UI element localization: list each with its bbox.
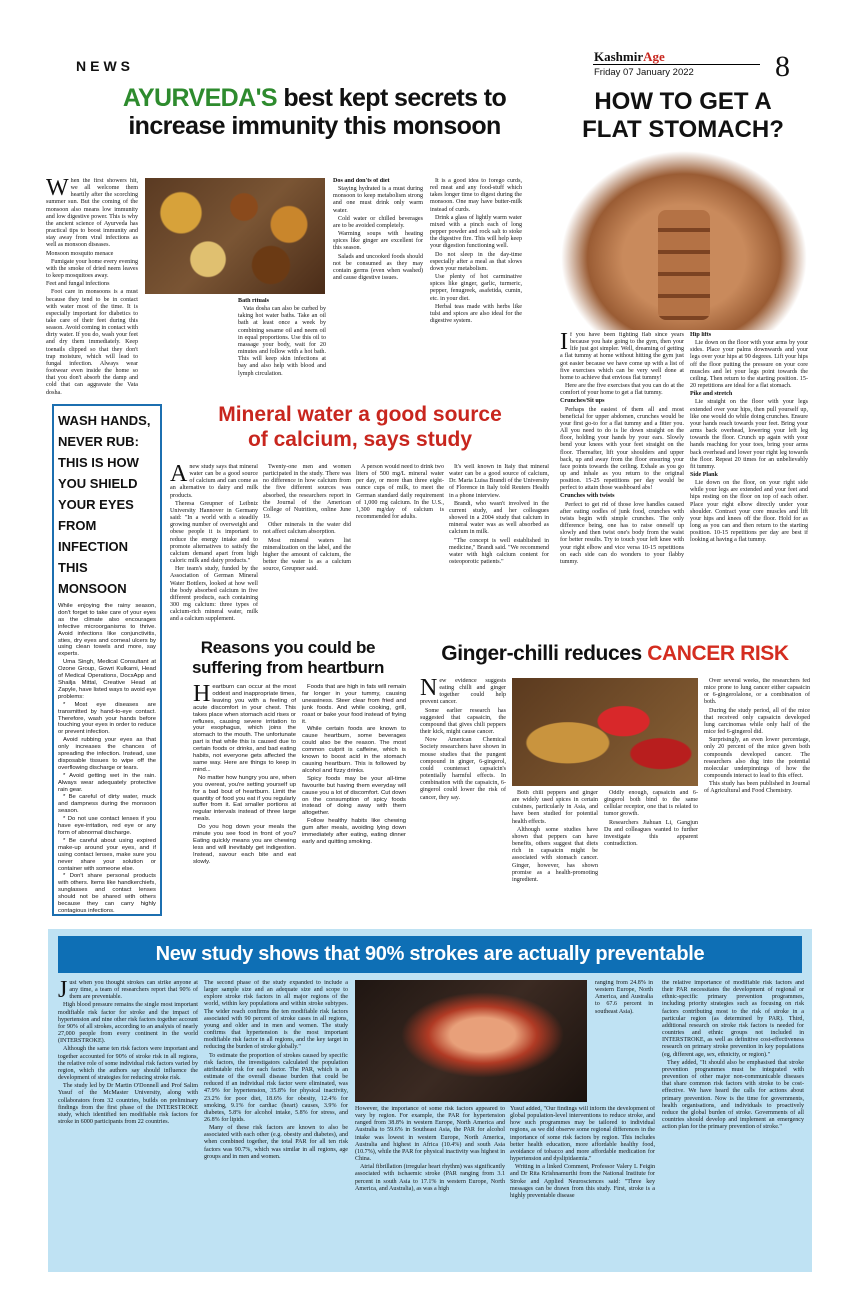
section-label: NEWS <box>76 58 134 74</box>
ginger-col-1: New evidence suggests eating chilli and ginger together could help prevent cancer. Some earlier research has suggested that capsaicin, the compound that gives chili peppers their kick, might cause cancer. Now American Chemical Society researchers have shown in mouse studies that the pungent compound in ginger, 6-gingerol, could counteract capsaicin's potentially harmful effects. In combination with the capsaicin, 6-gingerol could lower the risk of cancer, they say. <box>420 678 506 801</box>
mineral-col-4: It's well known in Italy that mineral water can be a good source of calcium, Dr. Maria Luisa Brandi of the University of Florence in Italy told Reuters Health in a phone interview. Brandi, who wasn't involved in the current study, and her colleagues showed in a 2004 study that calcium in mineral water was as well absorbed as calcium in milk. "The concept is well established in medicine," Brandi said. "We recommend water with high calcium content for osteoporotic patients." <box>449 464 549 566</box>
stroke-col-4a: ranging from 24.8% in western Europe, North America, and Australia to 67.6 percent in southeast Asia). <box>595 980 653 1015</box>
stroke-col-5: the relative importance of modifiable risk factors and their PAR necessitates the development of regional or ethnic-specific primary prevention programmes, including priority strategies such as focusing on risk factors contributing most to the risk of stroke in a particular region (as determined by PAR). Third, additional research on stroke risk factors is needed for countries and ethnic groups not included in INTERSTROKE, as well as definitive cost-effectiveness research on primary stroke prevention in key populations (eg, different age, sex, ethnicity, or region)." They added, "It should also be emphasised that stroke prevention programmes must be integrated with prevention of other major non-communicable diseases that share common risk factors with stroke to be cost-effective. We have heard the calls for actions about primary prevention. Now is the time for governments, health organisations, and individuals to proactively reduce the global burden of stroke. Governments of all countries should develop and implement an emergency action plan for the primary prevention of stroke." <box>662 980 804 1131</box>
ayurveda-col-1: When the first showers hit, we all welcome them heartily after the scorching summer sun. But the coming of the monsoon also means low immunity and low digestive power. This is why the ancient science of Ayurveda has practical tips to boost immunity and stay away from viral infections as well as monsoon diseases. Monsoon mosquito menace Fumigate your home every evening with the smoke of dried neem leaves to keep mosquitoes away. Feet and fungal infections Foot care in monsoons is a must because they tend to be in contact with water most of the time. It is especially important for diabetics to take care of their feet during this season. Avoid coming in contact with dirty water. If you do, wash your feet and dry them immediately. Keep toenails clipped so that they don't trap moisture, which will lead to fungal infection. Always wear footwear even inside the home so that you don't absorb the damp and cold that can aggravate the Vata dosha. <box>46 178 138 396</box>
ayurveda-headline-accent: AYURVEDA'S <box>122 84 277 112</box>
ayurveda-headline-part: best kept secrets to <box>277 84 507 112</box>
muscular-torso-image <box>560 150 808 330</box>
stroke-headline: New study shows that 90% strokes are actually preventable <box>58 936 802 973</box>
wash-hands-box <box>52 404 162 916</box>
brand-name-b: Age <box>643 49 665 64</box>
heartburn-col-1: Heartburn can occur at the most oddest and inappropriate times, leaving you with a feeling of acute discomfort in your chest. This takes place when stomach acid rises or refluxes, causing severe irritation to your esophagus, which joins the stomach to the mouth. The unfortunate part is that while this is caused due to certain foods or drinks, and bad eating habits, not everyone gets affected the same way. Here are things to keep in mind... No matter how hungry you are, when you overeat, you're setting yourself up for a bad bout of heartburn. Limit the quantity of food you eat if you regularly suffer from it. Eat smaller portions at regular intervals instead of three large meals. Do you hog down your meals the minute you see food in front of you? Eating quickly means you are chewing less and will inevitably get indigestion. Instead, savour each bite and eat slowly. <box>193 684 296 865</box>
mineral-col-2: Twenty-one men and women participated in the study. There was no difference in how calcium from the five different sources was absorbed, the researchers report in the Journal of the American College of Nutrition, online June 19. Other minerals in the water did not affect calcium absorption. Most mineral waters list mineralization on the label, and the higher the amount of calcium, the better the water is as a calcium source, Greupner said. <box>263 464 351 573</box>
ginger-col-4: Over several weeks, the researchers fed mice prone to lung cancer either capsaicin or 6-gingerolalone, or a combination of both. During the study period, all of the mice that received only capsaicin developed lung carcinomas while only half of the mice fed 6-gingerol did. Surprisingly, an even lower percentage, only 20 percent of the mice given both compounds developed cancer. The researchers also dug into the potential molecular underpinnings of how the compounds interact to lead to this effect. This study has been published in Journal of Agricultural and Food Chemistry. <box>704 678 810 795</box>
brand-logo <box>594 49 665 65</box>
ginger-chilli-image <box>512 678 698 786</box>
heartburn-col-2: Foods that are high in fats will remain far longer in your tummy, causing uneasiness. Steer clear from fried and junk foods. And while cooking, grill, roast or bake your food instead of frying it. While certain foods are known to cause heartburn, some beverages could also be the reason. The most common culprit is caffeine, which is known to boost acid in the stomach causing heartburn. This is followed by alcohol and fizzy drinks. Spicy foods may be your all-time favourite but having them everyday will cause you a lot of discomfort. Cut down on the consumption of spicy foods instead of doing away with them altogether. Follow healthy habits like chewing gum after meals, avoiding lying down immediately after eating, eating dinner early and quitting smoking. <box>302 684 406 845</box>
ginger-headline: Ginger-chilli reduces CANCER RISK <box>441 642 789 665</box>
mineral-col-1: Anew study says that mineral water can be a good source of calcium and can come as an alternative to dairy and milk products. Theresa Greupner of Leibniz University Hannover in Germany said: "In a world with a steadily growing number of overweight and obese people it is important to reduce the energy intake and to promote alternatives to satisfy the calcium demand apart from high caloric milk and dairy products." Her team's study, funded by the Association of German Mineral Water Bottlers, looked at how well the body absorbed calcium in five different products, each containing 300 mg calcium: three types of calcium-rich mineral water, milk and a calcium supplement. <box>170 464 258 623</box>
brand-name-a: Kashmir <box>594 49 644 64</box>
flat-col-1: If you have been fighting flab since years because you hate going to the gym, then your life just got simpler. Well, dreaming of getting a flat tummy at home without hitting the gym just got easier because we have come up with a list of five exercises which can be very well done at home to achieve that envious flat tummy! Here are the five exercises that you can do at the comfort of your home to get a flat tummy. Crunches/Sit ups Perhaps the easiest of them all and most beneficial for upper abdomen, crunches would be your first go-to for a flat tummy and a fitter you. All you need to do is lie down straight on the floor, holding your hands by your ears. Slowly bend your knees with your feet straight on the floor. Thereafter, lift your shoulders and upper back, up and away from the floor ensuring your face points towards the ceiling. Exhale as you go up and inhale as you return to the original position. 15-25 repetitions per day would be perfect to attain those washboard abs! Crunches with twists Perfect to get rid of those love handles caused after eating oodles of junk food, crunches with twists begin with simple crunches. The only difference being, one has to raise oneself up slowly and then twist one's body from the waist for better results. Try to touch your left knee with your right elbow and vice versa 10-15 repetitions on each side can do wonders to your flabby tummy. <box>560 332 684 565</box>
wash-hands-body: While enjoying the rainy season, don't forget to take care of your eyes as the climate also encourages infective microorganisms to thrive. Avoid infections like conjunctivitis, sties, dry eyes and corneal ulcers by using clean towels and more, say experts. Uma Singh, Medical Consultant at Ozone Group, Gowri Kulkarni, Head of Medical Operations, DocsApp and Shailja Mittal, Creative Head at Zapyle, have listed ways to avoid eye problems: * Most eye diseases are transmitted by hand-to-eye contact. Therefore, wash your hands before touching your eyes in order to reduce or prevent infection. Avoid rubbing your eyes as that only increases the chances of spreading the infection. Instead, use disposable tissues to wipe off the overflowing discharge or tears. * Avoid getting wet in the rain. Always wear adequately protective rain gear. * Be careful of dirty water, muck and dampness during the monsoon season. * Do not use contact lenses if you have eye-irritation, red eye or any form of abnormal discharge. * Be careful about using expired make-up around your eyes, and if using contact lenses, make sure you never share your solution or container with someone else. * Don't share personal products with others. Items like handkerchiefs, sunglasses and contact lenses should not be shared with others because they can carry highly contagious infections. <box>58 603 156 914</box>
flat-col-2: Hip lifts Lie down on the floor with your arms by your sides. Place your palms downwards and your legs over your hips at 90 degrees. Lift your hips off the floor putting the pressure on your core muscles and let your legs point towards the ceiling. Then return to the starting position. 15-20 repetitions are ideal for a flat stomach. Pike and stretch Lie straight on the floor with your legs extended over your hips, then pull yourself up, like one would do while doing crunches. Ensure your hands reach towards your feet. Bring your arms back overhead, lowering your left leg towards the floor. Crunch up again with your hands reaching for your toes, bring your arms back overhead and lower your right leg towards the floor. Repeat 20 times for an unbelievably fit tummy. Side Plank Lie down on the floor, on your right side while your legs are extended and your feet and hips resting on the floor on top of each other. Place your right elbow directly under your shoulder. Contract your core muscles and lift your hips and knees off the floor. Hold for as long as you can and then return to the starting position. 10-15 repetitions per day are best if looking at having a flat tummy. <box>690 332 808 544</box>
stroke-col-2: The second phase of the study expanded to include a larger sample size and an adequate size and scope to explore stroke risk factors in all major regions of the world, within key populations and within stroke subtypes. The wider reach confirms the ten modifiable risk factors associated with 90 percent of stroke cases in all regions, young and older and in men and women. The study confirms that hypertension is the most important modifiable risk factor in all regions, and the key target in reducing the burden of stroke globally." To estimate the proportion of strokes caused by specific risk factors, the investigators calculated the population attributable risk for each factor. The PAR, which is an estimate of the overall disease burden that could be reduced if an individual risk factor were eliminated, was 47.9% for hypertension, 35.8% for physical inactivity, 23.2% for poor diet, 18.6% for obesity, 12.4% for smoking, 9.1% for cardiac (heart) causes, 3.9% for diabetes, 5.8% for alcohol intake, 5.8% for stress, and 26.8% for lipids. Many of these risk factors are known to also be associated with each other (e.g. obesity and diabetes), and when combined together, the total PAR for all ten risk factors was 90.7%, which was similar in all regions, age groups and in men and women. <box>204 980 348 1160</box>
mineral-col-3: A person would need to drink two liters of 500 mg/L mineral water per day, or more than three eight-ounce cups of milk, to meet the German standard daily requirement of 1,000 mg calcium. In the U.S., 1,300 mg/day of calcium is recommended for adults. <box>356 464 444 521</box>
masthead-rule <box>593 64 760 65</box>
ayurveda-headline <box>72 84 557 140</box>
stroke-col-4: Yusuf added, "Our findings will inform the development of global population-level interventions to reduce stroke, and how such programmes may be tailored to individual regions, as we did observe some regional differences in the importance of some risk factors by region. This includes better health education, more affordable healthy food, avoidance of tobacco and more affordable medication for hypertension and dyslipidaemia." Writing in a linked Comment, Professor Valery L Feigin and Dr Rita Krishnamurthi from the National Institute for Stroke and Applied Neurosciences said: "Three key messages can be drawn from this study. First, stroke is a highly preventable disease <box>510 1106 655 1199</box>
ayurveda-headline-line2: increase immunity this monsoon <box>128 112 501 140</box>
ginger-col-2: Both chili peppers and ginger are widely used spices in certain cuisines, particularly in Asia, and have been studied for potential health effects. Although some studies have shown that peppers can have benefits, others suggest that diets rich in capsaicin might be associated with stomach cancer. Ginger, however, has shown promise as a health-promoting ingredient. <box>512 790 598 883</box>
heartburn-headline: Reasons you could be suffering from heartburn <box>191 638 385 677</box>
page-number: 8 <box>775 50 790 83</box>
stroke-col-3: However, the importance of some risk factors appeared to vary by region. For example, the PAR for hypertension ranged from 38.8% in western Europe, North America and Australia to 59.6% in Southeast Asia, the PAR for alcohol intake was lowest in western Europe, North America, Australia and highest in Africa (10.4%) and south Asia (10.7%), while the PAR for physical inactivity was highest in China. Atrial fibrillation (irregular heart rhythm) was significantly associated with ischaemic stroke (PAR ranging from 3.1 percent in south Asia to 17.1% in western Europe, North America, and Australia), as was a high <box>355 1106 505 1192</box>
issue-date: Friday 07 January 2022 <box>594 67 694 78</box>
wash-hands-headline: WASH HANDS, NEVER RUB: THIS IS HOW YOU SHIELD YOUR EYES FROM INFECTION THIS MONSOON <box>58 413 151 596</box>
ginger-headline-accent: CANCER RISK <box>647 642 789 665</box>
spices-bowls-image <box>145 178 325 294</box>
ayurveda-col-3: Bath rituals Vata dosha can also be curbed by taking hot water baths. Take an oil bath at least once a week by combining sesame oil and neem oil in equal proportions. Use this oil to massage your body, wait for 20 minutes and follow with a hot bath. This will keep skin infections at bay and also help with blood and lymph circulation. <box>238 298 326 377</box>
stroke-col-1: Just when you thought strokes can strike anyone at any time, a team of researchers report that 90% of them are preventable. High blood pressure remains the single most important modifiable risk factor for stroke and the impact of hypertension and nine other risk factors together account for 90% of all strokes, according to an analysis of nearly 27,000 people from every continent in the world (INTERSTROKE). Although the same ten risk factors were important and together accounted for 90% of stroke risk in all regions, the relative role of some individual risk factors varied by region, which the authors say should influence the development of strategies for reducing stroke risk. The study led by Dr Martin O'Donnell and Prof Salim Yusuf of the McMaster University, along with collaborators from 32 countries, builds on preliminary findings from the first phase of the INTERSTROKE study, which identified ten modifiable risk factors for stroke in 6000 participants from 22 countries. <box>58 980 198 1125</box>
mineral-headline: Mineral water a good source of calcium, says study <box>218 403 502 451</box>
ayurveda-col-5: It is a good idea to forego curds, red meat and any food-stuff which takes longer time to digest during the monsoon. One may have butter-milk instead of curds. Drink a glass of lightly warm water mixed with a pinch each of long pepper powder and rock salt to stoke the digestive fire. This will help keep your digestion functioning well. Do not sleep in the day-time especially after a meal as that slows down your metabolism. Use plenty of hot carminative spices like ginger, garlic, turmeric, pepper, fenugreek, asafetida, cumin, etc. in your diet. Herbal teas made with herbs like tulsi and spices are also ideal for the digestive system. <box>430 178 522 324</box>
ayurveda-col-4: Dos and don'ts of diet Staying hydrated is a must during monsoon to keep metabolism strong and one must drink only warm water. Cold water or chilled beverages are to be avoided completely. Warming soups with heating spices like ginger are excellent for this season. Salads and uncooked foods should not be consumed as they may contain germs (even when washed) and cause digestive issues. <box>333 178 423 282</box>
ginger-col-3: Oddly enough, capsaicin and 6-gingerol both bind to the same cellular receptor, one that is related to tumor growth. Researchers Jiahuan Li, Gangjun Du and colleagues wanted to further investigate this apparent contradiction. <box>604 790 698 848</box>
head-brain-image <box>355 980 587 1102</box>
flat-stomach-headline: HOW TO GET A FLAT STOMACH? <box>582 88 784 143</box>
